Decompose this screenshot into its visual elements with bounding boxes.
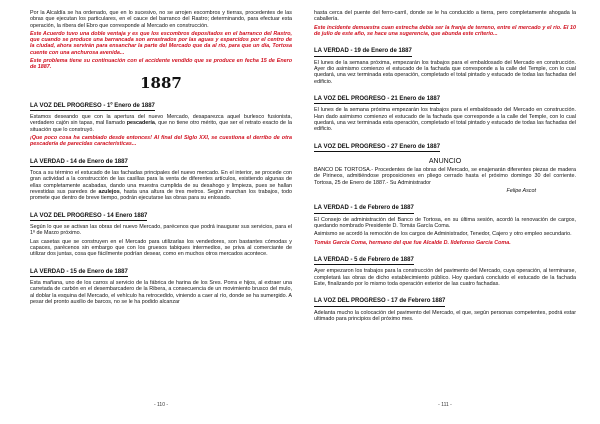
section-heading: LA VOZ DEL PROGRESO - 17 de Febrero 1887 <box>314 298 445 307</box>
paragraph: Adelanta mucho la colocación del pavimento del Mercado, el que, según personas competentes, podrá estar ultimado para principios del próximo mes. <box>314 309 576 323</box>
section-heading: LA VOZ DEL PROGRESO - 27 Enero de 1887 <box>314 144 440 153</box>
section-heading: LA VOZ DEL PROGRESO - 14 Enero 1887 <box>30 213 147 222</box>
paragraph <box>30 170 292 201</box>
paragraph: Esta mañana, uno de los carros al servicio de la fábrica de harina de los Sres. Porra e hijos, al extraer una carretada de carbón en el desembarcadero de la Ribera, a consecuencia de un movimiento brusco del mulo, al doblar la esquina del Mercado, el vehículo ha retrocedido, viniendo a caer al río, donde se ha sumergido. A pesar del pronto auxilio de barcos, no se le ha podido alcanzar <box>30 280 292 306</box>
paragraph: Por la Alcaldía se ha ordenado, que en lo sucesivo, no se arrojen escombros y tierras, procedentes de las obras que ejecutan los particulares, en el cauce del barranco del Rastro; determinando, para efectuar esta operación, la ribera del Ebro que corresponde al Mercado en construcción. <box>30 10 292 29</box>
paragraph: El Consejo de administración del Banco de Tortosa, en su última sesión, acordó la renovación de cargos, quedando nombrado Presidente D. Tomás García Coma. <box>314 216 576 230</box>
paragraph: El lunes de la semana próxima, empezarán los trabajos para el embaldosado del Mercado en construcción. Ayer dio asimismo comienzo el estucado de la fachada que corresponde a la calle del Temple, con lo cual quedará, una vez terminada esta operación, completado el total pintado y estucado de todas las fachadas del edificio. <box>314 59 576 85</box>
editorial-note: Este Acuerdo tuvo una doble ventaja y es que los escombros depositados en el barranco del Rastro, que cuando se produce una barrancada son arrastrados por las aguas y esparcidos por el centro de la ciudad, ahora servirán para ensanchar la parte del Mercado que da al río, para que un día, Tortosa cuente con una anchurosa avenida... <box>30 30 292 56</box>
paragraph: Las casetas que se construyen en el Mercado para utilizarlas los vendedores, son bastantes cómodas y capaces, parécenos sin embargo que con los gruesos tabiques intermedios, se priva al comerciante de utilizar dos juntas, cosa que fácilmente podrían desear, como en muchos otros mercados acontece. <box>30 238 292 258</box>
section-heading: LA VERDAD - 15 de Enero de 1887 <box>30 269 128 278</box>
paragraph: Según lo que se activan las obras del nuevo Mercado, parécenos que podrá inaugurar sus servicios, para el 1º de Marzo próximo. <box>30 224 292 237</box>
year-heading: 1887 <box>140 73 182 92</box>
emphasis-word: pescadería <box>126 120 155 127</box>
section-heading: LA VERDAD - 5 de Febrero de 1887 <box>314 257 414 266</box>
text-run: Toca a su término el estucado de las fachadas principales del nuevo mercado. En el interior, se procede con gran actividad a la construcción de las casillas para la venta de diferentes artículos, existiendo algunas de ellas completamente acabadas, dando una muestra cumplida de su desahogo y limpieza, pues se hallan revestidas sus paredes de <box>30 170 292 196</box>
left-page <box>30 10 292 410</box>
section-heading: LA VERDAD - 19 de Enero de 1887 <box>314 48 412 57</box>
page-number: - 111 - <box>438 402 452 408</box>
paragraph: BANCO DE TORTOSA.- Procedentes de las obras del Mercado, se enajenarán diferentes piezas de madera de Pirineos, admitiéndose proposiciones en pliego cerrado hasta el próximo domingo 30 del corriente. Tortosa, 25 de Enero de 1887.- Su Administrador <box>314 167 576 186</box>
section-heading: LA VOZ DEL PROGRESO - 1º Enero de 1887 <box>30 103 155 112</box>
paragraph: El lunes de la semana próxima empezarán los trabajos para el embaldosado del Mercado en construcción. Han dado asimismo comienzo el estucado de la fachada que corresponde a la calle del Temple, con lo cual quedará, una vez terminada esta operación, completado el total pintado y estucado de todas las fachadas del edificio. <box>314 107 576 133</box>
paragraph <box>30 114 292 133</box>
editorial-note: Este incidente demuestra cuan estrecha debía ser la franja de terreno, entre el mercado y el río. El 10 de julio de este año, se hace una sugerencia, que abunda este criterio... <box>314 24 576 37</box>
section-heading: LA VOZ DEL PROGRESO - 21 Enero de 1887 <box>314 96 440 105</box>
page-number: - 110 - <box>153 402 169 408</box>
editorial-note: Tomás García Coma, hermano del que fue Alcalde D. Ildefonso García Coma. <box>314 239 511 246</box>
signature: Felipe Ascot <box>506 187 536 194</box>
text-run: , que no tiene otro mérito, que ser el retrato exacto de la situación que lo construyó. <box>30 120 292 133</box>
editorial-note: ¡Que poco cosa ha cambiado desde entonces! Al final del Siglo XXI, se cuestiona el derribo de otra pescadería de parecidas características... <box>30 135 292 148</box>
paragraph: Ayer empezaron los trabajos para la construcción del pavimento del Mercado, cuya operación, al terminarse, completará las obras de dicho establecimiento público. Hoy quedará concluido el estucado de la fachada Este, finalizando por lo mismo toda operación exterior de las cuatro fachadas. <box>314 268 576 288</box>
right-page <box>314 10 576 410</box>
section-heading: LA VERDAD - 1 de Febrero de 1887 <box>314 205 414 214</box>
paragraph: Asimismo se acordó la remoción de los cargos de Administrador, Tenedor, Cajero y otro empleo secundario. <box>314 231 572 238</box>
paragraph: hasta cerca del puente del ferro-carril, donde se le ha conducido a tierra, pero completamente ahogada la caballería. <box>314 10 576 23</box>
emphasis-word: azulejos <box>98 189 120 196</box>
announcement-title: ANUNCIO <box>428 158 462 166</box>
section-heading: LA VERDAD - 14 de Enero de 1887 <box>30 159 128 168</box>
editorial-note: Este problema tiene su continuación con el accidente vendido que se produce en fecha 15 de Enero de 1887. <box>30 58 292 71</box>
text-run: , hasta una altura de tres metros. Según marchan los trabajos, todo promete que dentro de breve tiempo, podrán ejecutarse las obras para su enlosado. <box>30 189 292 202</box>
text-run: Estamos deseando que con la apertura del nuevo Mercado, desaparezca aquel burlesco fusionista, verdadero cajón sin tapas, mal llamado <box>30 114 292 127</box>
